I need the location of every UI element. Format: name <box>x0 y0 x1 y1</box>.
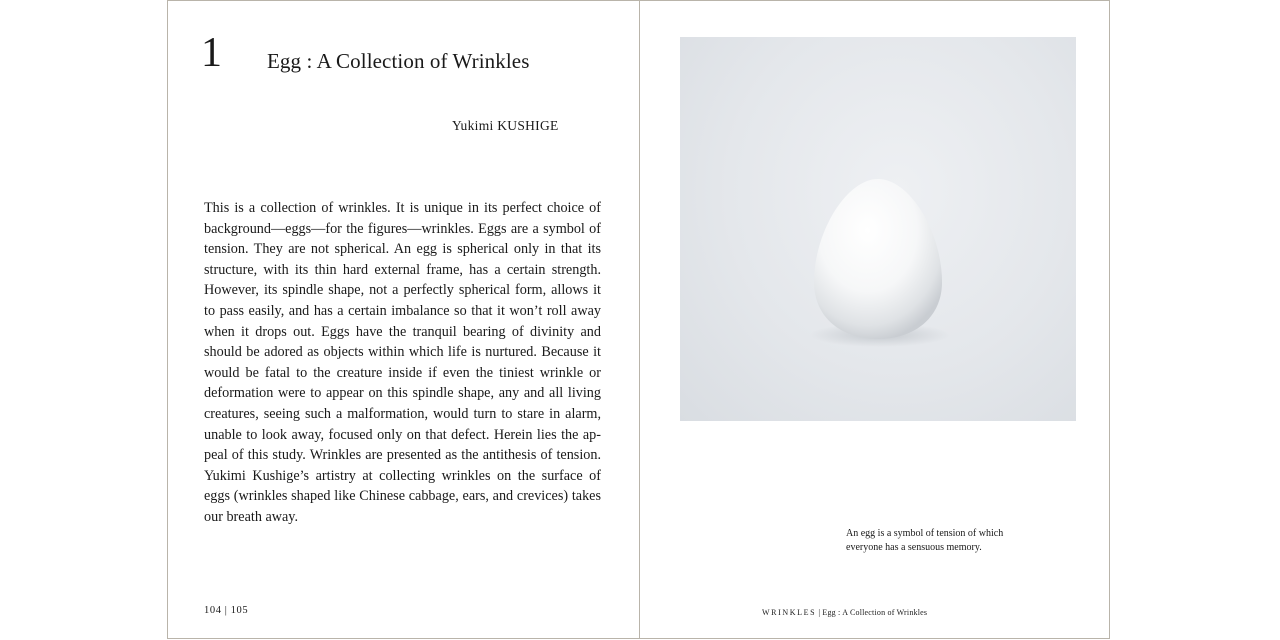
running-head <box>762 608 927 617</box>
body-paragraph: This is a collection of wrinkles. It is unique in its perfect choice of background—eggs—for the figures—wrinkles. Eggs are a symbol of tension. They are not spherical. An egg is spherical only in that its structure, with its thin hard external frame, has a certain strength. However, its spindle shape, not a perfectly spherical form, allows it to pass easily, and has a certain imbalance so that it won’t roll away when it drops out. Eggs have the tranquil bearing of divinity and should be adored as objects within which life is nurtured. Because it would be fatal to the creature inside if even the tiniest wrinkle or deformation were to appear on this spindle shape, any and all living creatures, seeing such a malformation, would turn to stare in alarm, unable to look away, focused only on that defect. Herein lies the appeal of this study. Wrinkles are presented as the antithesis of tension. Yukimi Kushige’s artistry at collecting wrinkles on the surface of eggs (wrinkles shaped like Chinese cabbage, ears, and crevices) takes our breath away. <box>204 200 601 525</box>
page-folio: 104 | 105 <box>204 605 249 616</box>
egg-illustration <box>680 37 1076 421</box>
page-gutter <box>639 1 640 638</box>
chapter-title: Egg : A Collection of Wrinkles <box>267 49 530 73</box>
running-head-separator: | <box>818 608 821 617</box>
author-name: Yukimi KUSHIGE <box>452 118 559 133</box>
running-head-title: Egg : A Collection of Wrinkles <box>822 608 928 617</box>
running-head-section: WRINKLES <box>762 608 817 617</box>
chapter-number: 1 <box>201 30 222 76</box>
photo-caption: An egg is a symbol of tension of which everyone has a sensuous memory. <box>846 528 1004 553</box>
egg-photo <box>680 37 1076 421</box>
book-spread <box>167 0 1110 639</box>
